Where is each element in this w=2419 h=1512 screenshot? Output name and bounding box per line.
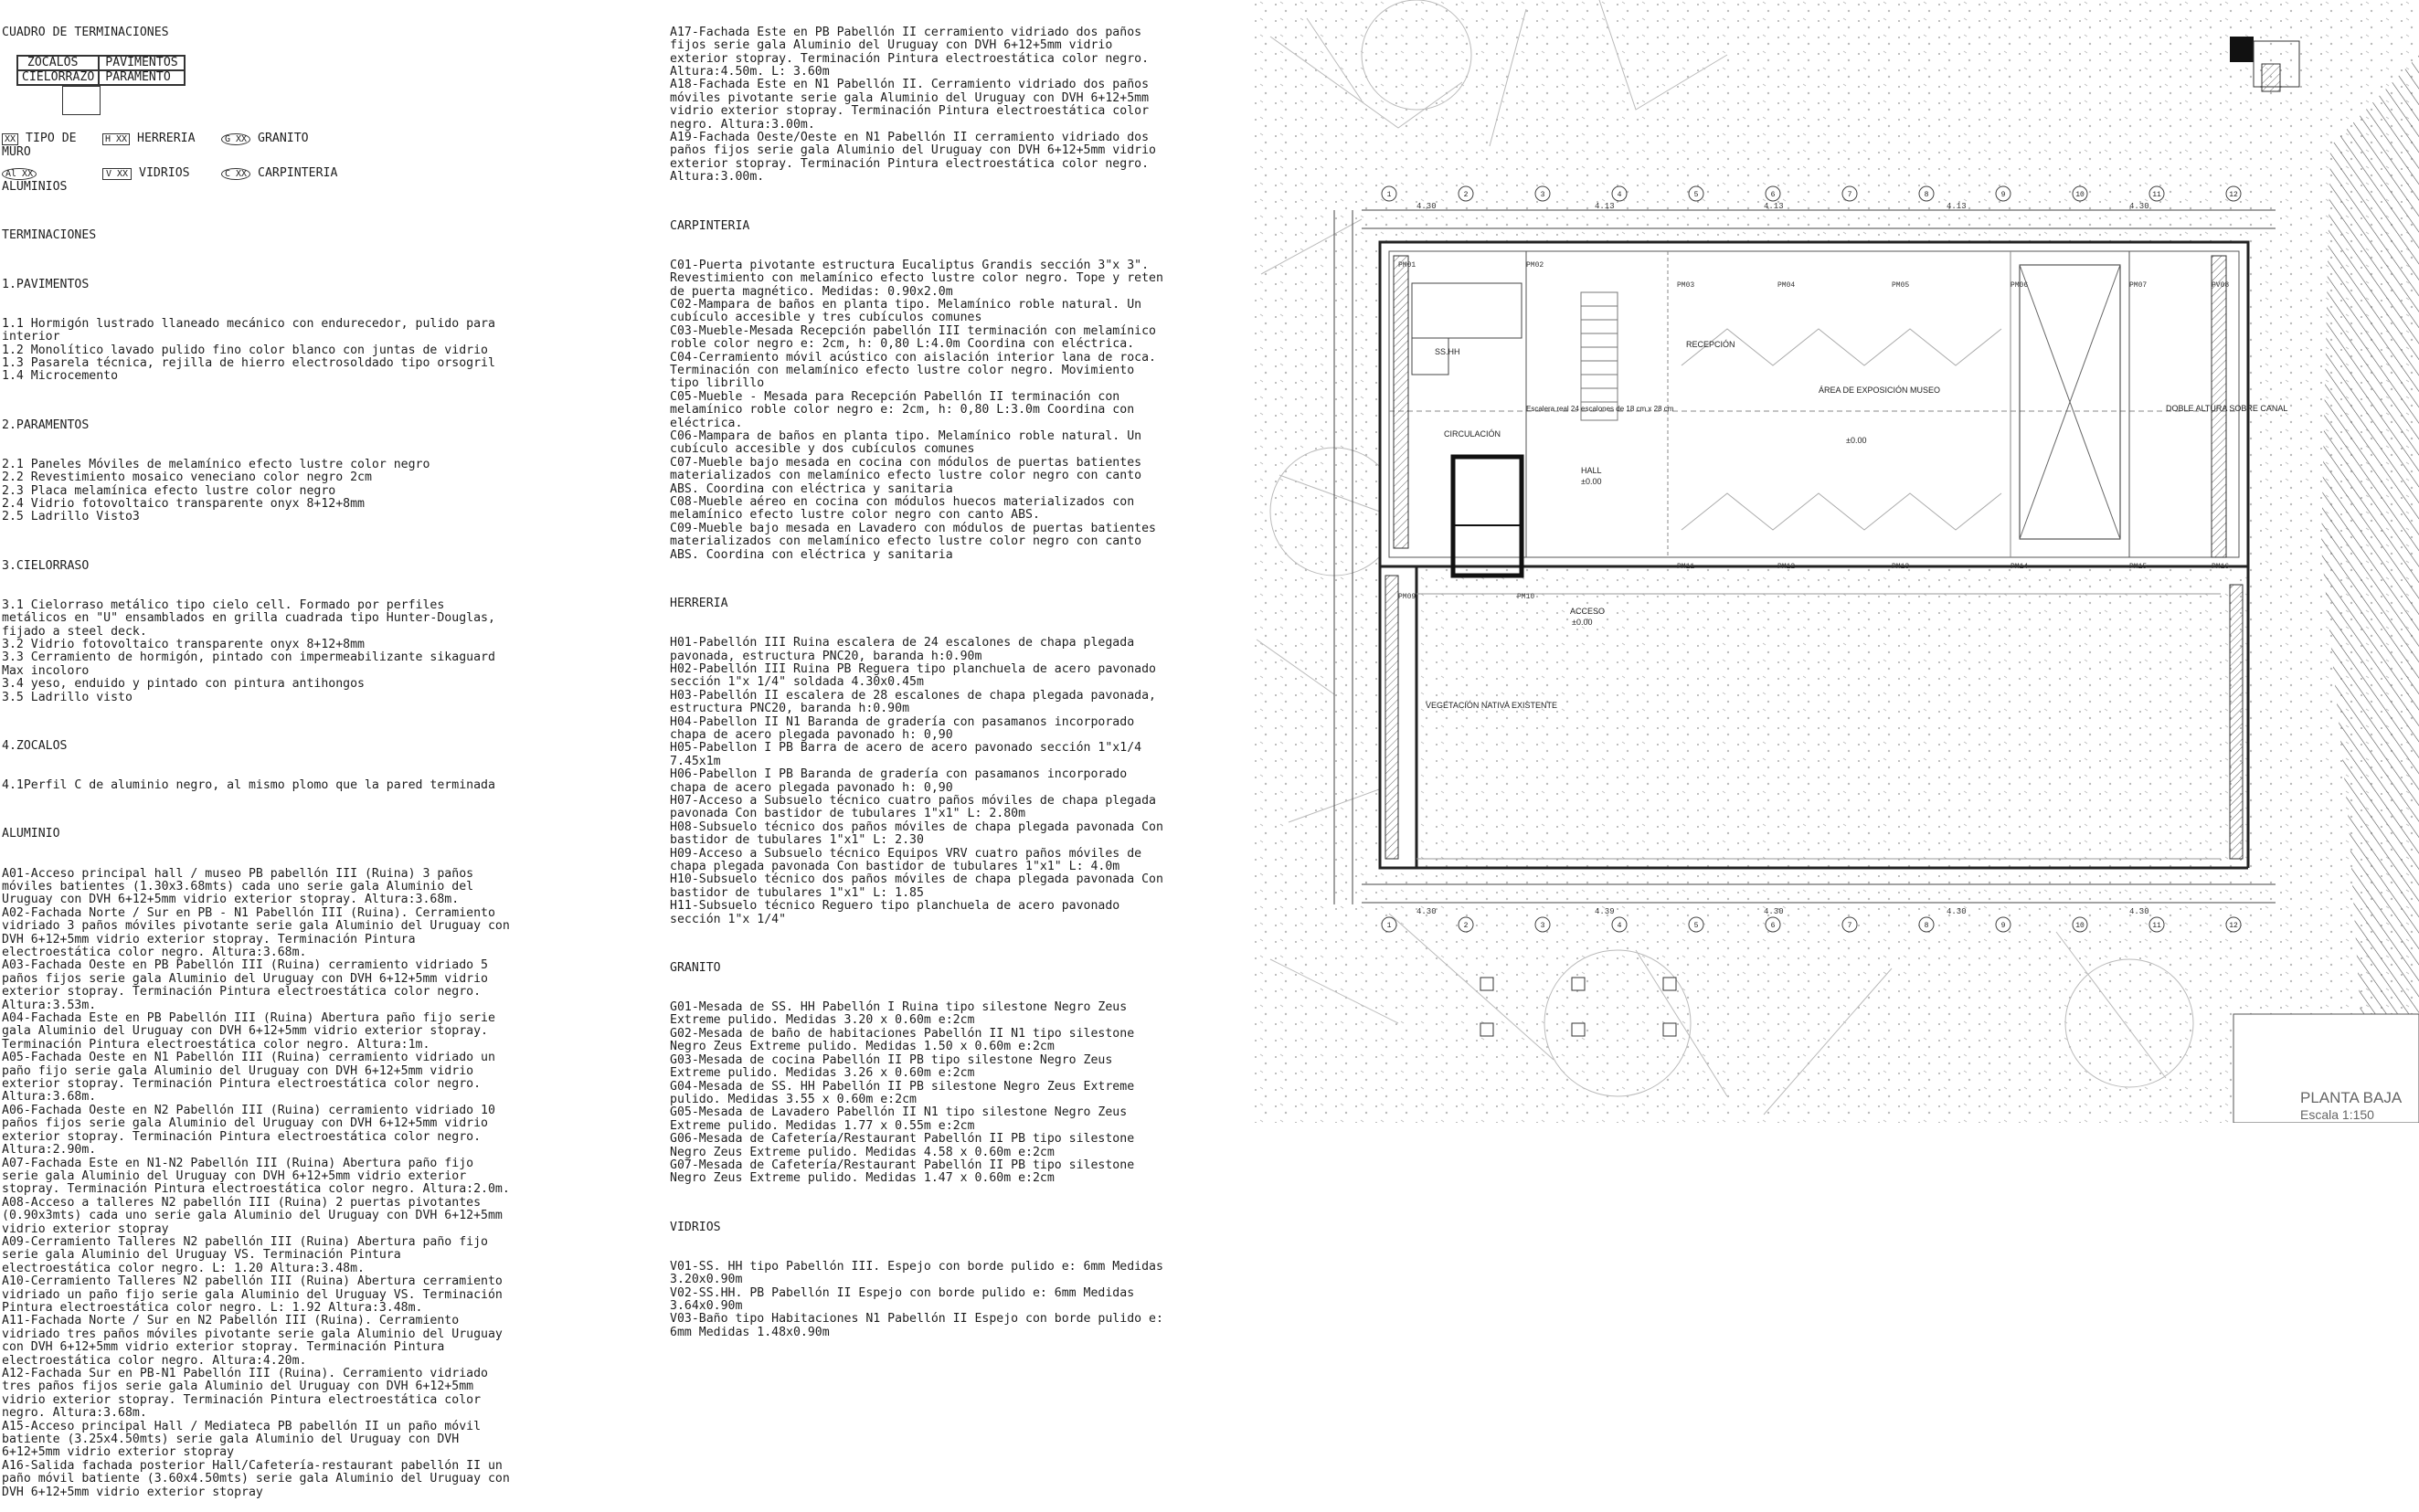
spec-item: C02-Mampara de baños en planta tipo. Melamínico roble natural. Un cubículo accesible y tres cubículos comunes <box>670 297 1150 325</box>
grid-bubble-label: 4 <box>1617 922 1622 930</box>
spec-item: V01-SS. HH tipo Pabellón III. Espejo con borde pulido e: 6mm Medidas 3.20x0.90m <box>670 1259 1171 1287</box>
column-tag: PM05 <box>1892 281 1910 290</box>
spec-item: A03-Fachada Oeste en PB Pabellón III (Ruina) cerramiento vidriado 5 paños fijos serie gala Aluminio del Uruguay con DVH 6+12+5mm vidrio exterior stopray. Terminación Pintura electroestática color negro. Altura:3.53m. <box>2 958 495 1012</box>
legend-cell: PARAMENTO <box>99 70 184 85</box>
spec-item: 1.3 Pasarela técnica, rejilla de hierro electrosoldado tipo orsogril <box>2 355 495 370</box>
dim-label: 4.30 <box>1416 202 1437 211</box>
granito-list <box>670 1001 1168 1186</box>
spec-item: A19-Fachada Oeste/Oeste en N1 Pabellón II cerramiento vidriado dos paños fijos serie gala Aluminio del Uruguay con DVH 6+12+5mm vidrio exterior stopray. Terminación Pintura electroestática color negro. Altura:3.00m. <box>670 131 1163 185</box>
grid-bubble-label: 12 <box>2229 922 2238 930</box>
spec-item: 2.1 Paneles Móviles de melamínico efecto lustre color negro <box>2 457 430 471</box>
pavimentos-heading: 1.PAVIMENTOS <box>2 277 90 291</box>
spec-item: 3.5 Ladrillo visto <box>2 690 133 704</box>
room-label-museo: ÁREA DE EXPOSICIÓN MUSEO <box>1819 386 1941 395</box>
spec-item: C03-Mueble-Mesada Recepción pabellón III terminación con melamínico roble color negro e: 2cm, h: 0,80 L:4.0m Coordina con eléctrica. <box>670 323 1163 352</box>
spec-item: A05-Fachada Oeste en N1 Pabellón III (Ruina) cerramiento vidriado un paño fijo serie gala Aluminio del Uruguay con DVH 6+12+5mm vidrio exterior stopray. Terminación Pintura electroestática color negro. Altura:3.68m. <box>2 1051 503 1105</box>
grid-bubble-label: 11 <box>2152 922 2161 930</box>
column-tag: PM15 <box>2129 563 2148 571</box>
grid-bubble-label: 10 <box>2075 191 2085 199</box>
spec-item: A10-Cerramiento Talleres N2 pabellón III (Ruina) Abertura cerramiento vidriado un paño fijo serie gala Aluminio del Uruguay VS. Terminación Pintura electroestática color negro. L: 1.92 Altura:3.48m. <box>2 1274 510 1315</box>
legend-table <box>16 55 186 87</box>
legend-cell: ZOCALOS <box>17 56 99 70</box>
paramentos-heading: 2.PARAMENTOS <box>2 418 90 432</box>
spec-item: H10-Subsuelo técnico dos paños móviles de chapa plegada pavonada Con bastidor de tubulares 1"x1" L: 1.85 <box>670 872 1171 900</box>
spec-item: C01-Puerta pivotante estructura Eucaliptus Grandis sección 3"x 3". Revestimiento con melamínico efecto lustre color negro. Tope y reten de puerta magnético. Medidas: 0.90x2.0m <box>670 258 1171 299</box>
cielorraso-list <box>2 599 514 704</box>
spec-item: 2.5 Ladrillo Visto3 <box>2 510 140 524</box>
floor-plan <box>1252 0 2419 1123</box>
dim-label: 4.13 <box>1947 202 1967 211</box>
legend-title: CUADRO DE TERMINACIONES <box>2 25 169 39</box>
column-tag: PM11 <box>1677 563 1695 571</box>
grid-bubble-label: 8 <box>1924 191 1929 199</box>
spec-item: C08-Mueble aéreo en cocina con módulos huecos materializados con melamínico efecto lustre color negro con canto ABS. <box>670 495 1142 523</box>
aluminio-symbol: Al XX ALUMINIOS <box>2 168 68 195</box>
spec-item: H03-Pabellón II escalera de 28 escalones de chapa plegada pavonada, estructura PNC20, baranda h:0.90m <box>670 688 1163 716</box>
plan-title: PLANTA BAJA <box>2300 1089 2403 1106</box>
granito-symbol: G XX GRANITO <box>221 132 358 160</box>
spec-item: C04-Cerramiento móvil acústico con aislación interior lana de roca. Terminación con melamínico efecto lustre color negro. Movimiento tipo librillo <box>670 350 1163 391</box>
spec-item: H05-Pabellon I PB Barra de acero de acero pavonado sección 1"x1/4 7.45x1m <box>670 741 1150 768</box>
column-tag: PM01 <box>1398 261 1416 270</box>
spec-item: C07-Mueble bajo mesada en cocina con módulos de puertas batientes materializados con melamínico efecto lustre color negro con canto ABS. Coordina con eléctrica y sanitaria <box>670 455 1150 496</box>
column-tag: PM02 <box>1526 261 1544 270</box>
spec-item: A18-Fachada Este en N1 Pabellón II. Cerramiento vidriado dos paños móviles pivotante serie gala Aluminio del Uruguay con DVH 6+12+5mm vidrio exterior stopray. Terminación Pintura electroestática color negro. Altura:3.00m. <box>670 78 1156 132</box>
spec-item: H06-Pabellon I PB Baranda de gradería con pasamanos incorporado chapa de acero plegada pavonado h: 0,90 <box>670 767 1135 795</box>
spec-item: 1.4 Microcemento <box>2 369 119 384</box>
zocalos-heading: 4.ZOCALOS <box>2 738 68 753</box>
spec-item: G03-Mesada de cocina Pabellón II PB tipo silestone Negro Zeus Extreme pulido. Medidas 3.26 x 0.60m e:2cm <box>670 1052 1120 1081</box>
spec-item: A11-Fachada Norte / Sur en N2 Pabellón III (Ruina). Cerramiento vidriado tres paños móviles pivotante serie gala Aluminio del Uruguay con DVH 6+12+5mm vidrio exterior stopray. Terminación Pintura electroestática color negro. Altura:4.20m. <box>2 1314 510 1368</box>
room-label-doble-altura: DOBLE ALTURA SOBRE CANAL <box>2166 404 2288 413</box>
wall-type-symbol: XX TIPO DE MURO <box>2 131 84 160</box>
column-tag: PV08 <box>2212 281 2230 290</box>
grid-bubble-label: 7 <box>1847 922 1852 930</box>
legend-symbols <box>2 132 514 195</box>
spec-item: 3.1 Cielorraso metálico tipo cielo cell. Formado por perfiles metálicos en "U" ensamblados en grilla cuadrada tipo Hunter-Douglas, fijado a steel deck. <box>2 597 503 639</box>
herreria-symbol: H XX HERRERIA <box>102 132 221 160</box>
spec-item: A01-Acceso principal hall / museo PB pabellón III (Ruina) 3 paños móviles batientes (1.30x3.68mts) cada uno serie gala Aluminio del Uruguay con DVH 6+12+5mm vidrio exterior stopray. Altura:3.68m. <box>2 866 482 907</box>
dim-label: 4.30 <box>1416 907 1437 916</box>
stair-note: Escalera real 24 escalones de 18 cm x 28 cm <box>1526 405 1674 413</box>
pavimentos-list <box>2 318 514 384</box>
grid-bubble-label: 7 <box>1847 191 1852 199</box>
spec-item: H07-Acceso a Subsuelo técnico cuatro paños móviles de chapa plegada pavonada Con bastidor de tubulares 1"x1" L: 2.80m <box>670 793 1163 821</box>
grid-bubble-label: 8 <box>1924 922 1929 930</box>
column-tag: PM04 <box>1777 281 1796 290</box>
spec-item: H04-Pabellon II N1 Baranda de gradería con pasamanos incorporado chapa de acero plegada pavonado h: 0,90 <box>670 714 1142 742</box>
spec-item: V02-SS.HH. PB Pabellón II Espejo con borde pulido e: 6mm Medidas 3.64x0.90m <box>670 1285 1142 1313</box>
spec-item: H11-Subsuelo técnico Reguero tipo planchuela de acero pavonado sección 1"x 1/4" <box>670 899 1128 926</box>
vidrios-list <box>670 1259 1171 1339</box>
spec-item: C05-Mueble - Mesada para Recepción Pabellón II terminación con melamínico roble color negro e: 2cm, h: 0,80 L:3.0m Coordina con eléctrica. <box>670 389 1142 430</box>
dim-label: 4.13 <box>1595 202 1615 211</box>
spec-item: C06-Mampara de baños en planta tipo. Melamínico roble natural. Un cubículo accesible y dos cubículos comunes <box>670 429 1150 457</box>
column-tag: PM03 <box>1677 281 1695 290</box>
grid-bubble-label: 9 <box>2000 922 2006 930</box>
legend-cell: CIELORRAZO <box>17 70 99 85</box>
grid-bubble-label: 3 <box>1540 191 1545 199</box>
grid-bubble-label: 2 <box>1463 922 1469 930</box>
grid-bubble-label: 4 <box>1617 191 1622 199</box>
dim-label: 4.30 <box>2129 202 2149 211</box>
legend-cell: PAVIMENTOS <box>99 56 184 70</box>
aluminio-heading: ALUMINIO <box>2 827 60 841</box>
spec-item: 4.1Perfil C de aluminio negro, al mismo plomo que la pared terminada <box>2 778 495 793</box>
column-tag: PM06 <box>2011 281 2029 290</box>
spec-item: A02-Fachada Norte / Sur en PB - N1 Pabellón III (Ruina). Cerramiento vidriado 3 paños móviles pivotante serie gala Aluminio del Uruguay con DVH 6+12+5mm vidrio exterior stopray. Terminación Pintura electroestática color negro. Altura:3.68m. <box>2 905 517 959</box>
spec-item: 2.4 Vidrio fotovoltaico transparente onyx 8+12+8mm <box>2 497 365 511</box>
spec-item: G02-Mesada de baño de habitaciones Pabellón II N1 tipo silestone Negro Zeus Extreme pulido. Medidas 1.50 x 0.60m e:2cm <box>670 1026 1142 1054</box>
spec-item: H02-Pabellón III Ruina PB Reguera tipo planchuela de acero pavonado sección 1"x 1/4" soldada 4.30x0.45m <box>670 661 1163 690</box>
spec-item: H09-Acceso a Subsuelo técnico Equipos VRV cuatro paños móviles de chapa plegada pavonada Con bastidor de tubulares 1"x1" L: 4.0m <box>670 846 1150 873</box>
spec-item: A15-Acceso principal Hall / Mediateca PB pabellón II un paño móvil batiente (3.25x4.50mts) serie gala Aluminio del Uruguay con DVH 6+12+5mm vidrio exterior stopray <box>2 1419 488 1460</box>
floor-plan-svg <box>1252 0 2419 1123</box>
aluminio-cont-list <box>670 26 1168 185</box>
legend-key-box <box>62 86 101 115</box>
grid-bubble-label: 3 <box>1540 922 1545 930</box>
column-tag: PM16 <box>2212 563 2230 571</box>
spec-item: A08-Acceso a talleres N2 pabellón III (Ruina) 2 puertas pivotantes (0.90x3mts) cada uno serie gala Aluminio del Uruguay con DVH 6+12+5mm vidrio exterior stopray <box>2 1195 510 1236</box>
granito-heading: GRANITO <box>670 960 721 975</box>
column-tag: PM12 <box>1777 563 1796 571</box>
grid-bubble-label: 5 <box>1693 191 1699 199</box>
spec-item: C09-Mueble bajo mesada en Lavadero con módulos de puertas batientes materializados con melamínico efecto lustre color negro con canto ABS. Coordina con eléctrica y sanitaria <box>670 521 1163 562</box>
dim-label: 4.30 <box>2129 907 2149 916</box>
grid-bubble-label: 10 <box>2075 922 2085 930</box>
spec-item: V03-Baño tipo Habitaciones N1 Pabellón II Espejo con borde pulido e: 6mm Medidas 1.48x0.90m <box>670 1312 1171 1339</box>
column-tag: PM10 <box>1517 593 1535 601</box>
spec-item: A16-Salida fachada posterior Hall/Cafetería-restaurant pabellón II un paño móvil batiente (3.60x4.50mts) serie gala Aluminio del Uruguay con DVH 6+12+5mm vidrio exterior stopray <box>2 1458 517 1499</box>
grid-bubble-label: 1 <box>1386 191 1392 199</box>
grid-bubble-label: 5 <box>1693 922 1699 930</box>
room-label-circulacion: CIRCULACIÓN <box>1444 429 1501 439</box>
spec-item: A17-Fachada Este en PB Pabellón II cerramiento vidriado dos paños fijos serie gala Aluminio del Uruguay con DVH 6+12+5mm vidrio exterior stopray. Terminación Pintura electroestática color negro. Altura:4.50m. L: 3.60m <box>670 25 1156 79</box>
column-tag: PM13 <box>1892 563 1910 571</box>
spec-item: G04-Mesada de SS. HH Pabellón II PB silestone Negro Zeus Extreme pulido. Medidas 3.55 x 0.60m e:2cm <box>670 1079 1142 1106</box>
column-tag: PM09 <box>1398 593 1416 601</box>
grid-bubble-label: 2 <box>1463 191 1469 199</box>
room-label-acceso: ACCESO <box>1570 607 1606 616</box>
carpinteria-heading: CARPINTERIA <box>670 218 750 233</box>
aluminio-list <box>2 866 517 1500</box>
grid-bubble-label: 11 <box>2152 191 2161 199</box>
spec-item: 1.2 Monolítico lavado pulido fino color blanco con juntas de vidrio <box>2 343 488 357</box>
level-label: ±0.00 <box>1846 436 1867 445</box>
spec-item: 2.2 Revestimiento mosaico veneciano color negro 2cm <box>2 471 372 485</box>
level-label: ±0.00 <box>1581 477 1602 486</box>
cielorraso-heading: 3.CIELORRASO <box>2 558 90 573</box>
spec-item: H01-Pabellón III Ruina escalera de 24 escalones de chapa plegada pavonada, estructura PNC20, baranda h:0.90m <box>670 636 1142 663</box>
spec-item: A06-Fachada Oeste en N2 Pabellón III (Ruina) cerramiento vidriado 10 paños fijos serie gala Aluminio del Uruguay con DVH 6+12+5mm vidrio exterior stopray. Terminación Pintura electroestática color negro. Altura:2.90m. <box>2 1103 503 1158</box>
room-label-hall: HALL <box>1581 466 1602 475</box>
dim-label: 4.39 <box>1595 907 1615 916</box>
level-label: ±0.00 <box>1572 618 1593 627</box>
herreria-heading: HERRERIA <box>670 596 728 610</box>
room-label-sshh: SS.HH <box>1435 347 1460 356</box>
spec-item: G05-Mesada de Lavadero Pabellón II N1 tipo silestone Negro Zeus Extreme pulido. Medidas 1.77 x 0.55m e:2cm <box>670 1105 1135 1133</box>
room-label-vegetacion: VEGETACIÓN NATIVA EXISTENTE <box>1426 701 1558 710</box>
spec-item: A09-Cerramiento Talleres N2 pabellón III (Ruina) Abertura paño fijo serie gala Aluminio del Uruguay VS. Terminación Pintura electroestática color negro. L: 1.20 Altura:3.48m. <box>2 1234 495 1275</box>
grid-bubble-label: 1 <box>1386 922 1392 930</box>
spec-column-1 <box>2 0 517 1512</box>
spec-item: 3.4 yeso, enduido y pintado con pintura antihongos <box>2 677 365 692</box>
spec-column-2 <box>670 0 1171 1353</box>
dim-label: 4.13 <box>1764 202 1784 211</box>
spec-item: 1.1 Hormigón lustrado llaneado mecánico con endurecedor, pulido para interior <box>2 316 503 344</box>
herreria-list <box>670 636 1171 926</box>
grid-bubble-label: 6 <box>1770 191 1776 199</box>
terminaciones-heading: TERMINACIONES <box>2 228 97 243</box>
paramentos-list <box>2 459 514 524</box>
spec-item: G07-Mesada de Cafetería/Restaurant Pabellón II PB tipo silestone Negro Zeus Extreme pulido. Medidas 1.47 x 0.60m e:2cm <box>670 1158 1142 1186</box>
carpinteria-list <box>670 258 1171 562</box>
spec-item: 3.2 Vidrio fotovoltaico transparente onyx 8+12+8mm <box>2 638 365 652</box>
room-label-recepcion: RECEPCIÓN <box>1686 340 1735 349</box>
spec-item: A07-Fachada Este en N1-N2 Pabellón III (Ruina) Abertura paño fijo serie gala Aluminio del Uruguay con DVH 6+12+5mm vidrio exterior stopray. Terminación Pintura electroestática color negro. Altura:2.0m. <box>2 1156 510 1197</box>
spec-item: H08-Subsuelo técnico dos paños móviles de chapa plegada pavonada Con bastidor de tubulares 1"x1" L: 2.30 <box>670 819 1171 848</box>
zocalos-list <box>2 779 514 792</box>
carpinteria-symbol: C XX CARPINTERIA <box>221 167 358 195</box>
spec-item: G01-Mesada de SS. HH Pabellón I Ruina tipo silestone Negro Zeus Extreme pulido. Medidas 3.20 x 0.60m e:2cm <box>670 1000 1135 1028</box>
spec-item: G06-Mesada de Cafetería/Restaurant Pabellón II PB tipo silestone Negro Zeus Extreme pulido. Medidas 4.58 x 0.60m e:2cm <box>670 1132 1142 1159</box>
column-tag: PM07 <box>2129 281 2148 290</box>
spec-item: A12-Fachada Sur en PB-N1 Pabellón III (Ruina). Cerramiento vidriado tres paños fijos serie gala Aluminio del Uruguay con DVH 6+12+5mm vidrio exterior stopray. Terminación Pintura electroestática color negro. Altura:3.68m. <box>2 1367 495 1421</box>
spec-item: A04-Fachada Este en PB Pabellón III (Ruina) Abertura paño fijo serie gala Aluminio del Uruguay con DVH 6+12+5mm vidrio exterior stopray. Terminación Pintura electroestática color negro. Altura:1m. <box>2 1011 503 1052</box>
grid-bubble-label: 6 <box>1770 922 1776 930</box>
grid-bubble-label: 9 <box>2000 191 2006 199</box>
column-tag: PM14 <box>2011 563 2029 571</box>
grid-bubble-label: 12 <box>2229 191 2238 199</box>
vidrios-symbol: V XX VIDRIOS <box>102 167 221 195</box>
dim-label: 4.30 <box>1764 907 1784 916</box>
vidrios-heading: VIDRIOS <box>670 1220 721 1234</box>
plan-scale: Escala 1:150 <box>2300 1107 2374 1122</box>
spec-item: 3.3 Cerramiento de hormigón, pintado con impermeabilizante sikaguard Max incoloro <box>2 650 503 678</box>
dim-label: 4.30 <box>1947 907 1967 916</box>
spec-item: 2.3 Placa melamínica efecto lustre color negro <box>2 483 336 498</box>
